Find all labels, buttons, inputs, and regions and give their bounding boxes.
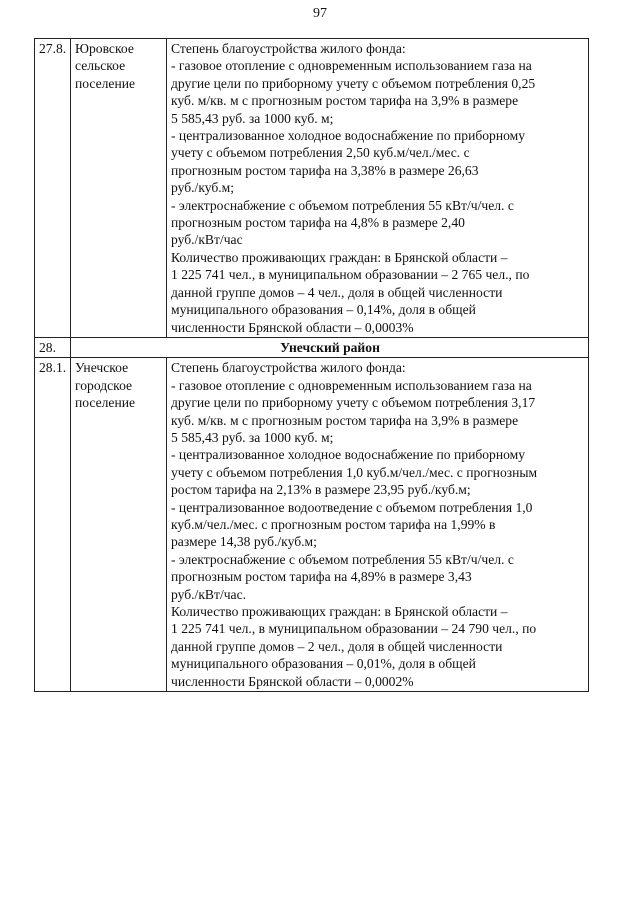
description-line: - централизованное водоотведение с объемом потребления 1,0 <box>171 499 533 515</box>
description-line: куб. м/кв. м с прогнозным ростом тарифа на 3,9% в размере <box>171 412 519 428</box>
description-line: другие цели по приборному учету с объемом потребления 0,25 <box>171 75 536 91</box>
description-line: 1 225 741 чел., в муниципальном образовании – 24 790 чел., по <box>171 621 537 637</box>
section-number: 28. <box>35 337 71 357</box>
settlement-name-line: поселение <box>75 395 136 411</box>
table-row <box>35 358 589 692</box>
description-line: куб.м/чел./мес. с прогнозным ростом тарифа на 1,99% в <box>171 516 496 532</box>
description-line: - газовое отопление с одновременным использованием газа на <box>171 377 532 393</box>
description-line: - централизованное холодное водоснабжение по приборному <box>171 447 526 463</box>
description-line: руб./кВт/час <box>171 232 243 248</box>
description-line: - электроснабжение с объемом потребления 55 кВт/ч/чел. с <box>171 551 514 567</box>
description-line: - централизованное холодное водоснабжение по приборному <box>171 128 526 144</box>
description-line: Степень благоустройства жилого фонда: <box>171 360 406 376</box>
description-line: руб./куб.м; <box>171 180 235 196</box>
description-line: - электроснабжение с объемом потребления 55 кВт/ч/чел. с <box>171 197 514 213</box>
description-line: другие цели по приборному учету с объемом потребления 3,17 <box>171 395 536 411</box>
section-title: Унечский район <box>71 337 589 357</box>
description-line: Степень благоустройства жилого фонда: <box>171 41 406 56</box>
description-line: учету с объемом потребления 1,0 куб.м/чел./мес. с прогнозным <box>171 464 538 480</box>
row-number: 27.8. <box>35 39 71 338</box>
description-line: муниципального образования – 0,01%, доля в общей <box>171 656 476 672</box>
tariff-table <box>34 38 589 692</box>
settlement-name-line: Унечское <box>75 360 129 376</box>
table-row <box>35 39 589 338</box>
description-line: учету с объемом потребления 2,50 куб.м/чел./мес. с <box>171 145 470 161</box>
description-line: ростом тарифа на 2,13% в размере 23,95 руб./куб.м; <box>171 482 471 498</box>
description-line: прогнозным ростом тарифа на 4,89% в размере 3,43 <box>171 569 472 585</box>
description-line: куб. м/кв. м с прогнозным ростом тарифа на 3,9% в размере <box>171 93 519 109</box>
description-line: прогнозным ростом тарифа на 4,8% в размере 2,40 <box>171 215 465 231</box>
settlement-name <box>71 358 167 692</box>
description-line: 5 585,43 руб. за 1000 куб. м; <box>171 110 334 126</box>
section-row <box>35 337 589 357</box>
description-line: - газовое отопление с одновременным использованием газа на <box>171 58 532 74</box>
description-line: данной группе домов – 2 чел., доля в общей численности <box>171 638 503 654</box>
row-number: 28.1. <box>35 358 71 692</box>
description-line: Количество проживающих граждан: в Брянской области – <box>171 604 508 619</box>
settlement-name-line: Юровское <box>75 41 134 56</box>
description-line: руб./кВт/час. <box>171 586 247 602</box>
description-cell <box>167 358 589 692</box>
description-line: данной группе домов – 4 чел., доля в общей численности <box>171 284 503 300</box>
settlement-name-line: городское <box>75 377 133 393</box>
description-line: размере 14,38 руб./куб.м; <box>171 534 317 550</box>
description-line: муниципального образования – 0,14%, доля в общей <box>171 302 476 318</box>
description-line: 1 225 741 чел., в муниципальном образовании – 2 765 чел., по <box>171 267 530 283</box>
settlement-name-line: сельское <box>75 58 126 74</box>
description-line: численности Брянской области – 0,0003% <box>171 319 414 335</box>
description-line: численности Брянской области – 0,0002% <box>171 673 414 689</box>
description-line: Количество проживающих граждан: в Брянской области – <box>171 249 508 265</box>
settlement-name <box>71 39 167 338</box>
description-line: прогнозным ростом тарифа на 3,38% в размере 26,63 <box>171 162 479 178</box>
description-line: 5 585,43 руб. за 1000 куб. м; <box>171 429 334 445</box>
page-number: 97 <box>313 6 327 21</box>
settlement-name-line: поселение <box>75 75 136 91</box>
description-cell <box>167 39 589 338</box>
